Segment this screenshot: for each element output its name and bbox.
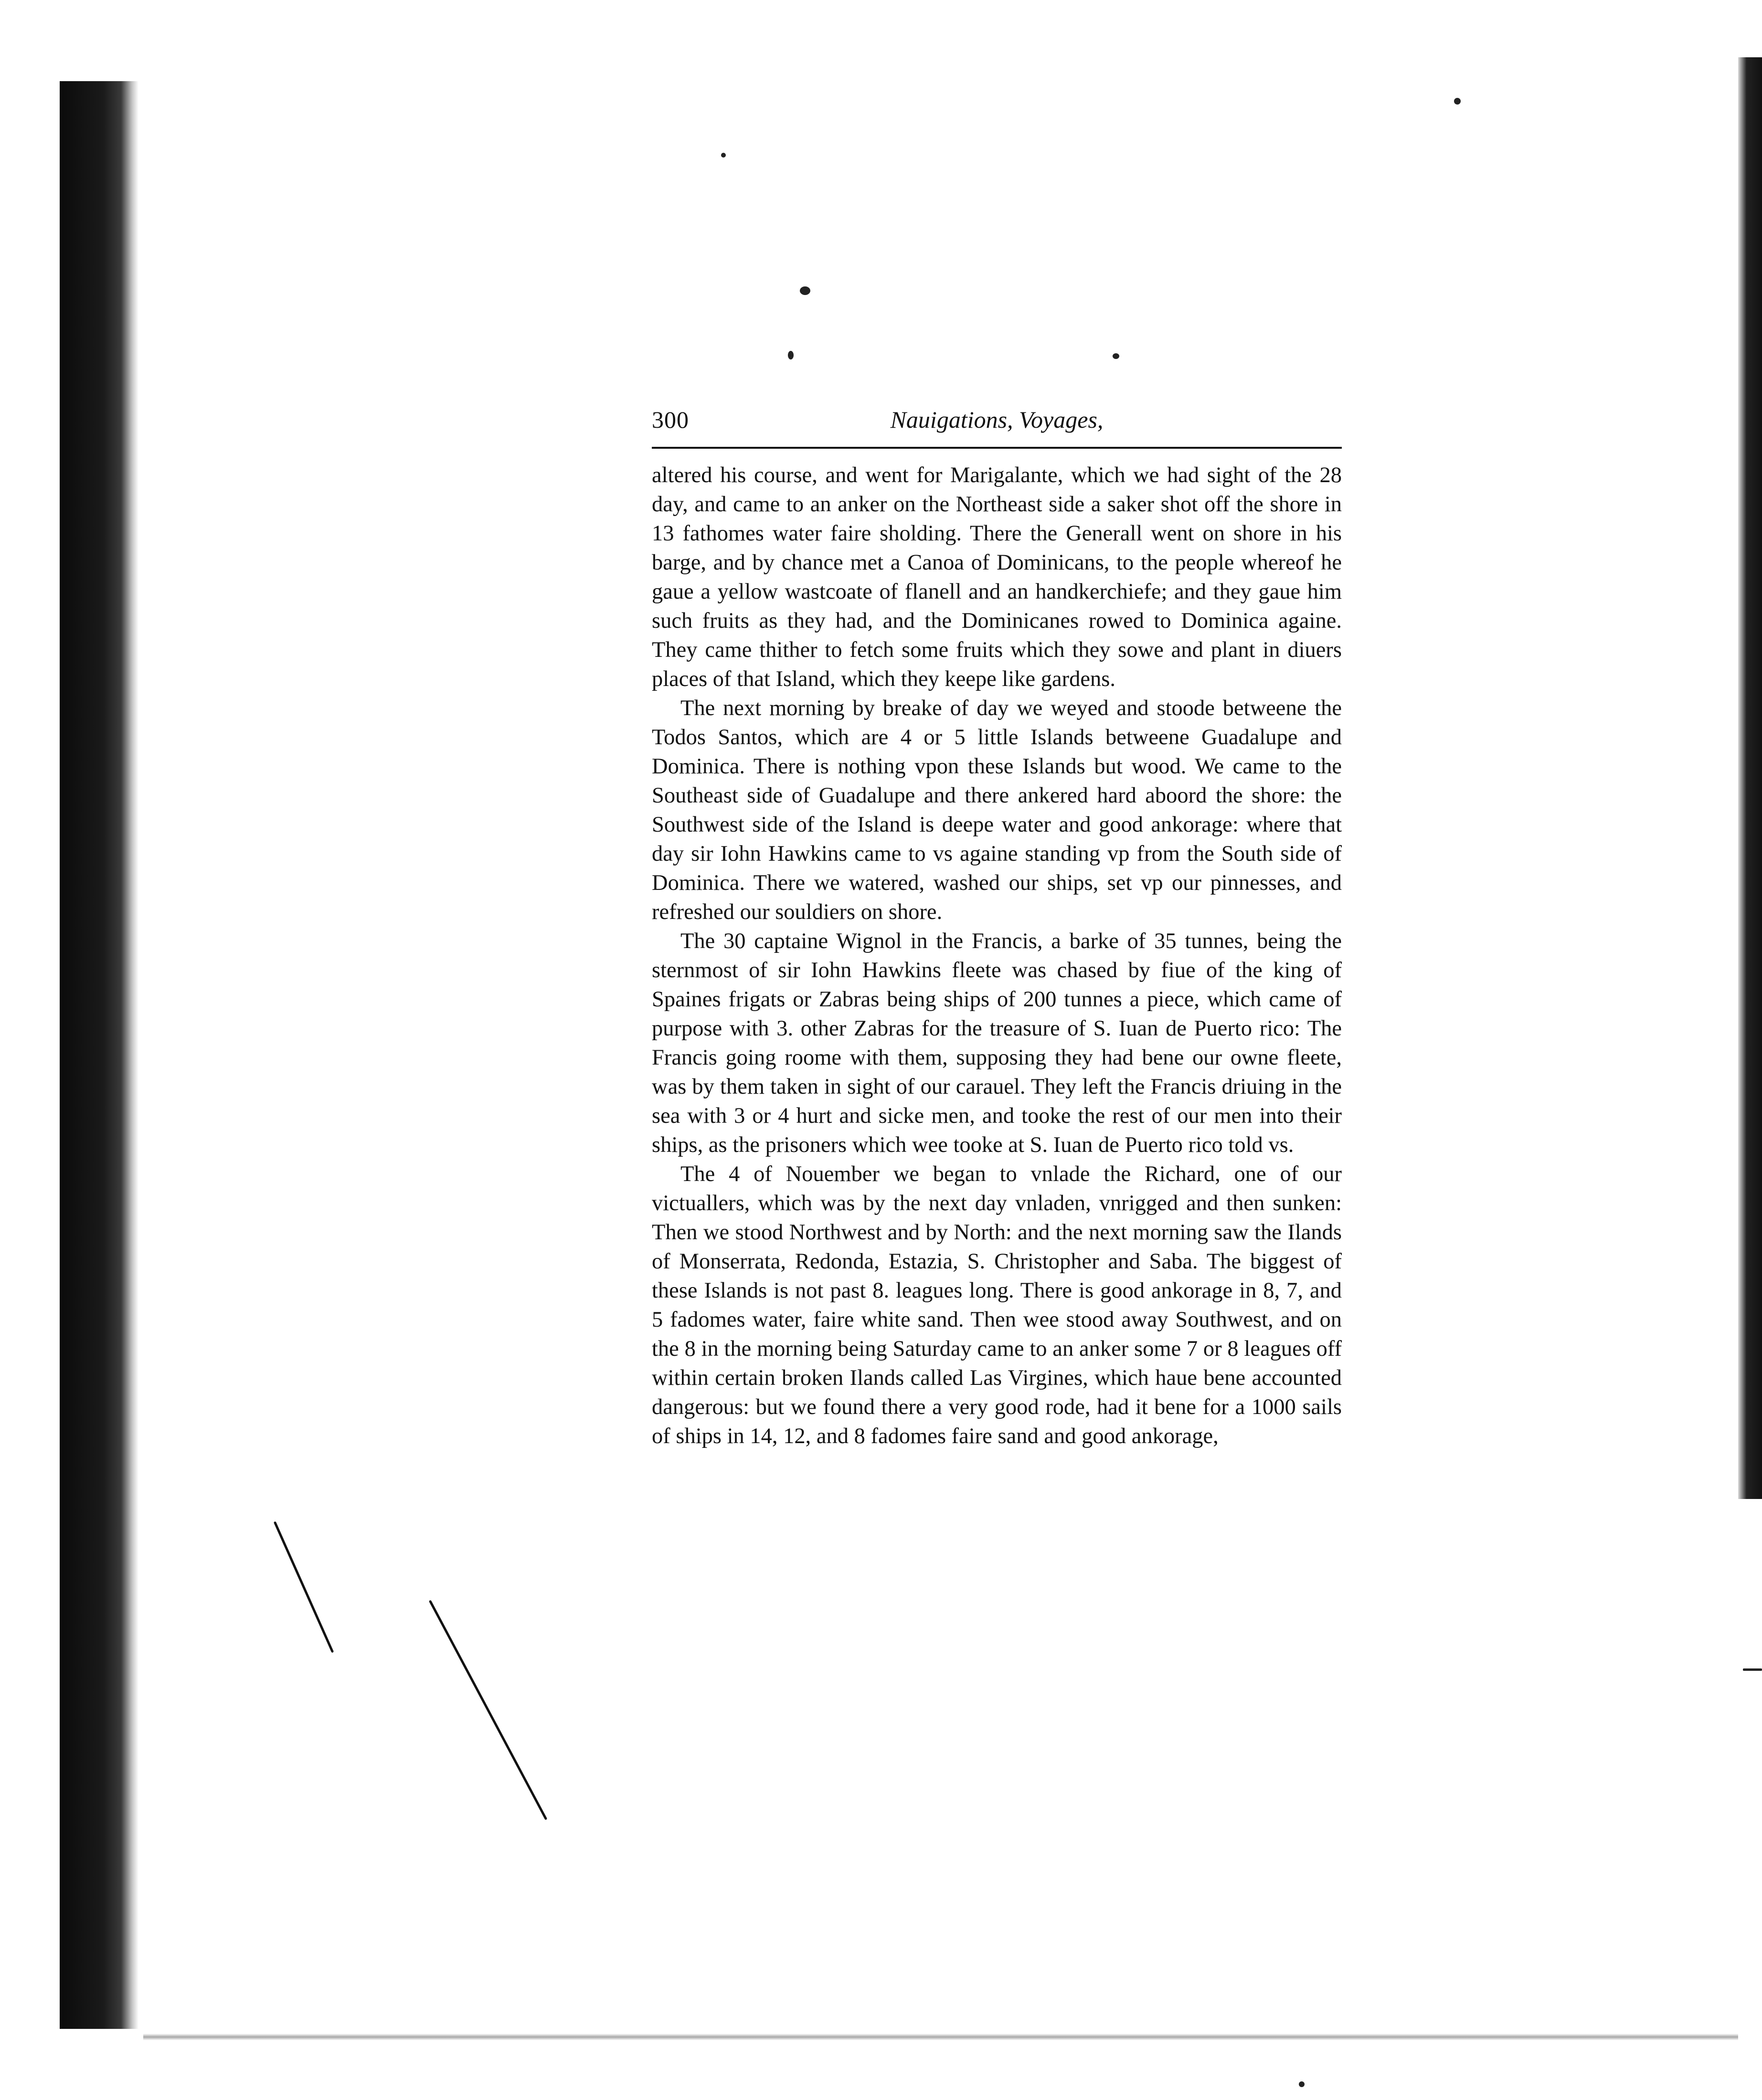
running-head: Nauigations, Voyages, bbox=[890, 406, 1104, 433]
scan-speck bbox=[1454, 98, 1461, 105]
scan-speck bbox=[721, 153, 726, 158]
paragraph: The 30 captaine Wignol in the Francis, a barke of 35 tunnes, being the sternmost of sir Iohn Hawkins fleete was chased by fiue of the king of Spaines frigats or Zabras being ships of 200 tunnes a piece, which came of purpose with 3. other Zabras for the treasure of S. Iuan de Puerto rico: The Francis going roome with them, supposing they had bene our owne fleete, was by them taken in sight of our carauel. They left the Francis driuing in the sea with 3 or 4 hurt and sicke men, and tooke the rest of our men into their ships, as the prisoners which wee tooke at S. Iuan de Puerto rico told vs. bbox=[652, 929, 1342, 1157]
scan-bottom-edge bbox=[143, 2034, 1738, 2040]
scan-speck bbox=[788, 351, 794, 359]
scan-binding-shadow bbox=[60, 81, 138, 2029]
page-header bbox=[652, 401, 1342, 449]
pen-stroke-mark bbox=[429, 1600, 548, 1820]
pen-stroke-mark bbox=[274, 1521, 334, 1653]
page-number: 300 bbox=[652, 406, 689, 433]
scan-edge-shadow bbox=[1738, 57, 1762, 1499]
paragraph: The 4 of Nouember we began to vnlade the Richard, one of our victuallers, which was by the next day vnladen, vnrigged and then sunken: Then we stood Northwest and by North: and the next morning saw the Ilands of Monserrata, Redonda, Estazia, S. Christopher and Saba. The biggest of these Islands is not past 8. leagues long. There is good ankorage in 8, 7, and 5 fadomes water, faire white sand. Then wee stood away Southwest, and on the 8 in the morning being Saturday came to an anker some 7 or 8 leagues off within certain broken Ilands called Las Virgines, which haue bene accounted dangerous: but we found there a very good rode, had it bene for a 1000 sails of ships in 14, 12, and 8 fadomes faire sand and good ankorage, bbox=[652, 1162, 1342, 1448]
scan-speck bbox=[1743, 1668, 1762, 1671]
paragraph: The next morning by breake of day we weyed and stoode betweene the Todos Santos, which are 4 or 5 little Islands betweene Guadalupe and Dominica. There is nothing vpon these Islands but wood. We came to the Southeast side of Guadalupe and there ankered hard aboord the shore: the Southwest side of the Island is deepe water and good ankorage: where that day sir Iohn Hawkins came to vs againe standing vp from the South side of Dominica. There we watered, washed our ships, set vp our pinnesses, and refreshed our souldiers on shore. bbox=[652, 696, 1342, 924]
header-rule bbox=[652, 447, 1342, 449]
paragraph: altered his course, and went for Marigalante, which we had sight of the 28 day, and came to an anker on the Northeast side a saker shot off the shore in 13 fathomes water faire sholding. There the Generall went on shore in his barge, and by chance met a Canoa of Dominicans, to the people whereof he gaue a yellow wastcoate of flanell and an handkerchiefe; and they gaue him such fruits as they had, and the Dominicanes rowed to Dominica againe. They came thither to fetch some fruits which they sowe and plant in diuers places of that Island, which they keepe like gardens. bbox=[652, 463, 1342, 691]
body-text bbox=[652, 461, 1342, 1451]
scan-speck bbox=[800, 286, 810, 295]
scan-speck bbox=[1113, 353, 1119, 359]
scan-speck bbox=[1299, 2081, 1305, 2087]
